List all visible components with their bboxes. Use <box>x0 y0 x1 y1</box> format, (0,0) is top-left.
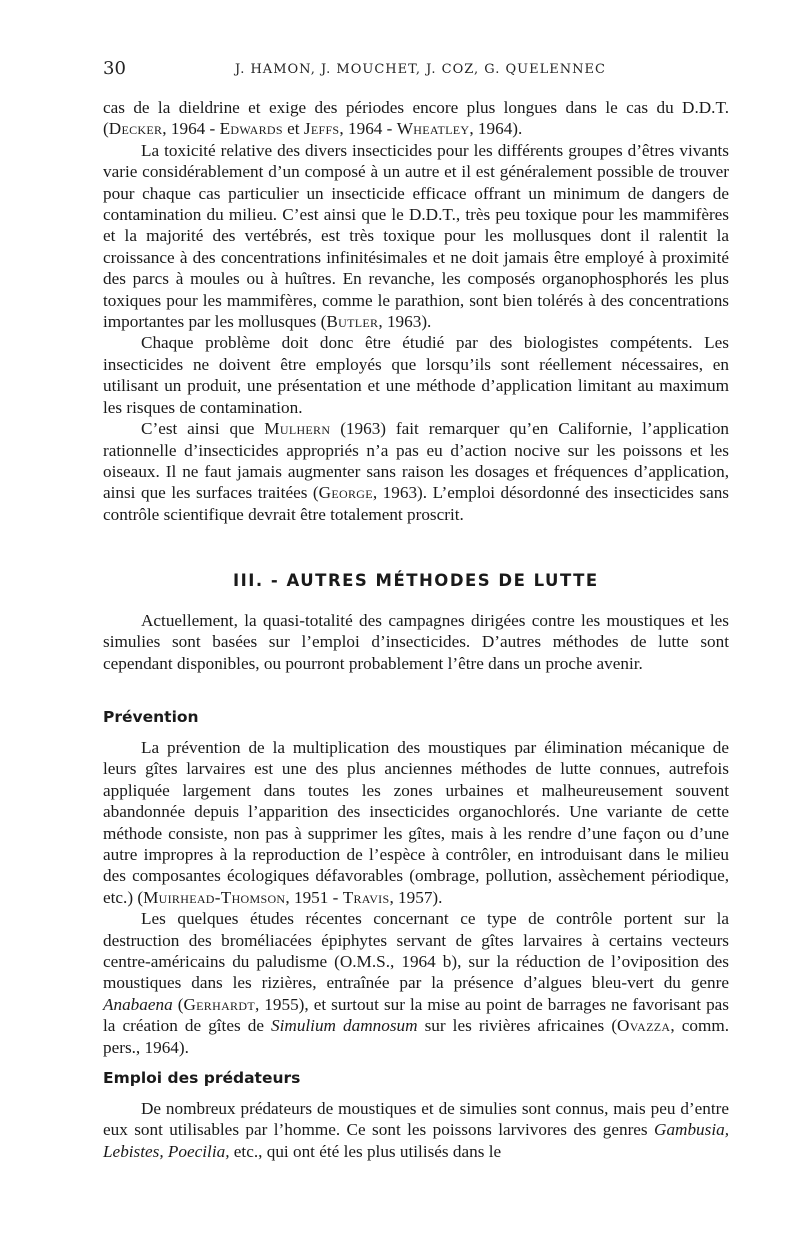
section-heading: III. - AUTRES MÉTHODES DE LUTTE <box>233 571 599 590</box>
paragraph: cas de la dieldrine et exige des périodes encore plus longues dans le cas du D.D.T. (Decker, 1964 - Edwards et Jeffs, 1964 - Wheatley, 1964). <box>103 98 729 139</box>
taxon-name: Simulium damnosum <box>271 1016 418 1036</box>
running-header <box>103 58 729 84</box>
page-number: 30 <box>103 58 126 79</box>
citation-author: George <box>318 483 373 503</box>
citation-author: Butler <box>326 312 379 332</box>
text-block-1 <box>103 97 729 525</box>
text-block-4 <box>103 1098 729 1162</box>
citation-author: Mulhern <box>264 419 331 439</box>
running-head-authors: J. HAMON, J. MOUCHET, J. COZ, G. QUELENNEC <box>235 62 606 77</box>
citation-author: Ovazza <box>617 1016 671 1036</box>
text-block-3 <box>103 737 729 1058</box>
paragraph: Actuellement, la quasi-totalité des campagnes dirigées contre les moustiques et les simulies sont basées sur l’emploi d’insecticides. D’autres méthodes de lutte sont cependant disponibles, ou pourront probablement l’être dans un proche avenir. <box>103 611 729 673</box>
paragraph: Chaque problème doit donc être étudié par des biologistes compétents. Les insecticides ne doivent être employés que lorsqu’ils sont réellement nécessaires, en utilisant un produit, une présentation et une méthode d’application limitant au maximum les risques de contamination. <box>103 333 729 417</box>
citation-author: Decker <box>108 119 163 139</box>
paragraph: La toxicité relative des divers insecticides pour les différents groupes d’êtres vivants varie considérablement d’un composé à un autre et il est généralement possible de trouver pour chaque cas particulier un insecticide efficace offrant un minimum de dangers de contamination du milieu. C’est ainsi que le D.D.T., très peu toxique pour les mammifères et la majorité des vertébrés, est très toxique pour les mollusques dont il ralentit la croissance à des concentrations infinitésimales et ne doit jamais être employé à proximité des parcs à moules ou à huîtres. En revanche, les composés organophosphorés les plus toxiques pour les mammifères, comme le parathion, sont bien tolérés à des concentrations importantes par les mollusques (Butler, 1963). <box>103 140 729 332</box>
subheading-predators: Emploi des prédateurs <box>103 1069 301 1087</box>
paragraph: De nombreux prédateurs de moustiques et de simulies sont connus, mais peu d’entre eux sont utilisables par l’homme. Ce sont les poissons larvivores des genres Gambusia, Lebistes, Poecilia, etc., qui ont été les plus utilisés dans le <box>103 1099 729 1161</box>
paragraph: La prévention de la multiplication des moustiques par élimination mécanique de leurs gîtes larvaires est une des plus anciennes méthodes de lutte connues, autrefois appliquée largement dans toutes les zones urbaines et malheureusement souvent abandonnée depuis l’apparition des insecticides organochlorés. Une variante de cette méthode consiste, non pas à supprimer les gîtes, mais à les rendre d’une façon ou d’une autre impropres à la reproduction de l’espèce à contrôler, en introduisant dans le milieu des composantes écologiques défavorables (ombrage, pollution, assèchement périodique, etc.) (Muirhead-Thomson, 1951 - Travis, 1957). <box>103 738 729 907</box>
taxon-name: Gambusia, Lebistes, Poecilia, <box>103 1120 729 1161</box>
citation-author: Gerhardt <box>183 994 255 1014</box>
citation-author: Edwards <box>219 119 283 139</box>
text-block-2 <box>103 610 729 674</box>
taxon-name: Anabaena <box>103 994 173 1014</box>
citation-author: Jeffs <box>303 119 340 139</box>
citation-author: Travis <box>342 887 390 907</box>
citation-author: Wheatley <box>396 119 470 139</box>
citation-author: Muirhead-Thomson <box>143 887 286 907</box>
paragraph: Les quelques études récentes concernant ce type de contrôle portent sur la destruction des broméliacées épiphytes servant de gîtes larvaires à certains vecteurs centre-américains du paludisme (O.M.S., 1964 b), sur la réduction de l’oviposition des moustiques dans les rizières, entraînée par la présence d’algues bleu-vert du genre Anabaena (Gerhardt, 1955), et surtout sur la mise au point de barrages ne favorisant pas la création de gîtes de Simulium damnosum sur les rivières africaines (Ovazza, comm. pers., 1964). <box>103 909 730 1057</box>
subheading-prevention: Prévention <box>103 708 199 726</box>
paragraph: C’est ainsi que Mulhern (1963) fait remarquer qu’en Californie, l’application rationnelle d’insecticides appropriés n’a pas eu d’action nocive sur les poissons et les oiseaux. Il ne faut jamais augmenter sans raison les dosages et fréquences d’application, ainsi que les surfaces traitées (George, 1963). L’emploi désordonné des insecticides sans contrôle scientifique devrait être totalement proscrit. <box>103 419 730 524</box>
